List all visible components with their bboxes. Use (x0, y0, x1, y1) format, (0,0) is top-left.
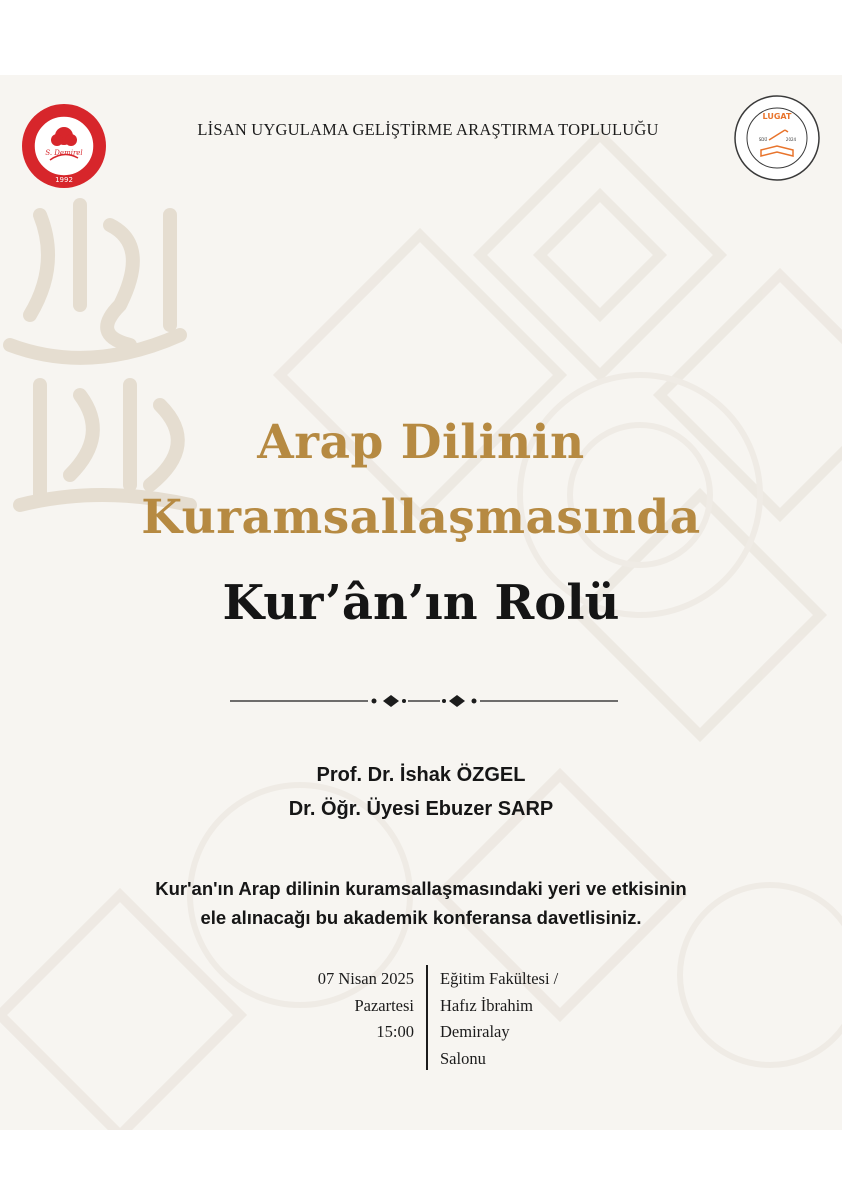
invitation-line-2: ele alınacağı bu akademik konferansa davetlisiniz. (200, 907, 642, 928)
organization-title: LİSAN UYGULAMA GELİŞTİRME ARAŞTIRMA TOPLULUĞU (197, 120, 659, 139)
speaker-2: Dr. Öğr. Üyesi Ebuzer SARP (288, 798, 554, 820)
lugat-logo (733, 94, 821, 182)
calligraphy-watermark (0, 185, 210, 525)
poster (0, 75, 842, 1130)
venue-line-2: Hafız İbrahim (440, 995, 533, 1015)
seal-signature: S. Demirel (45, 149, 83, 157)
event-info-divider (426, 965, 428, 1070)
logo-year-left: SDÜ (758, 137, 768, 142)
ornamental-divider (228, 690, 620, 712)
title-line-1: Arap Dilinin (257, 415, 585, 470)
speaker-1: Prof. Dr. İshak ÖZGEL (316, 764, 526, 786)
event-venue (440, 966, 640, 1072)
event-date: 07 Nisan 2025 (317, 969, 414, 988)
title-line-3: Kur’ân’ın Rolü (222, 575, 620, 631)
university-seal-logo (20, 102, 108, 190)
seal-year: 1992 (55, 176, 73, 184)
venue-line-4: Salonu (440, 1048, 486, 1068)
event-time: 15:00 (376, 1022, 414, 1041)
event-datetime (250, 966, 414, 1046)
event-day: Pazartesi (354, 995, 414, 1015)
invitation-line-1: Kur'an'ın Arap dilinin kuramsallaşmasındaki yeri ve etkisinin (155, 878, 687, 899)
logo-name: LUGAT (762, 112, 792, 121)
logo-year-right: 2024 (785, 137, 797, 142)
title-line-2: Kuramsallaşmasında (141, 490, 701, 545)
venue-line-1: Eğitim Fakültesi / (440, 969, 559, 988)
venue-line-3: Demiralay (440, 1022, 510, 1041)
